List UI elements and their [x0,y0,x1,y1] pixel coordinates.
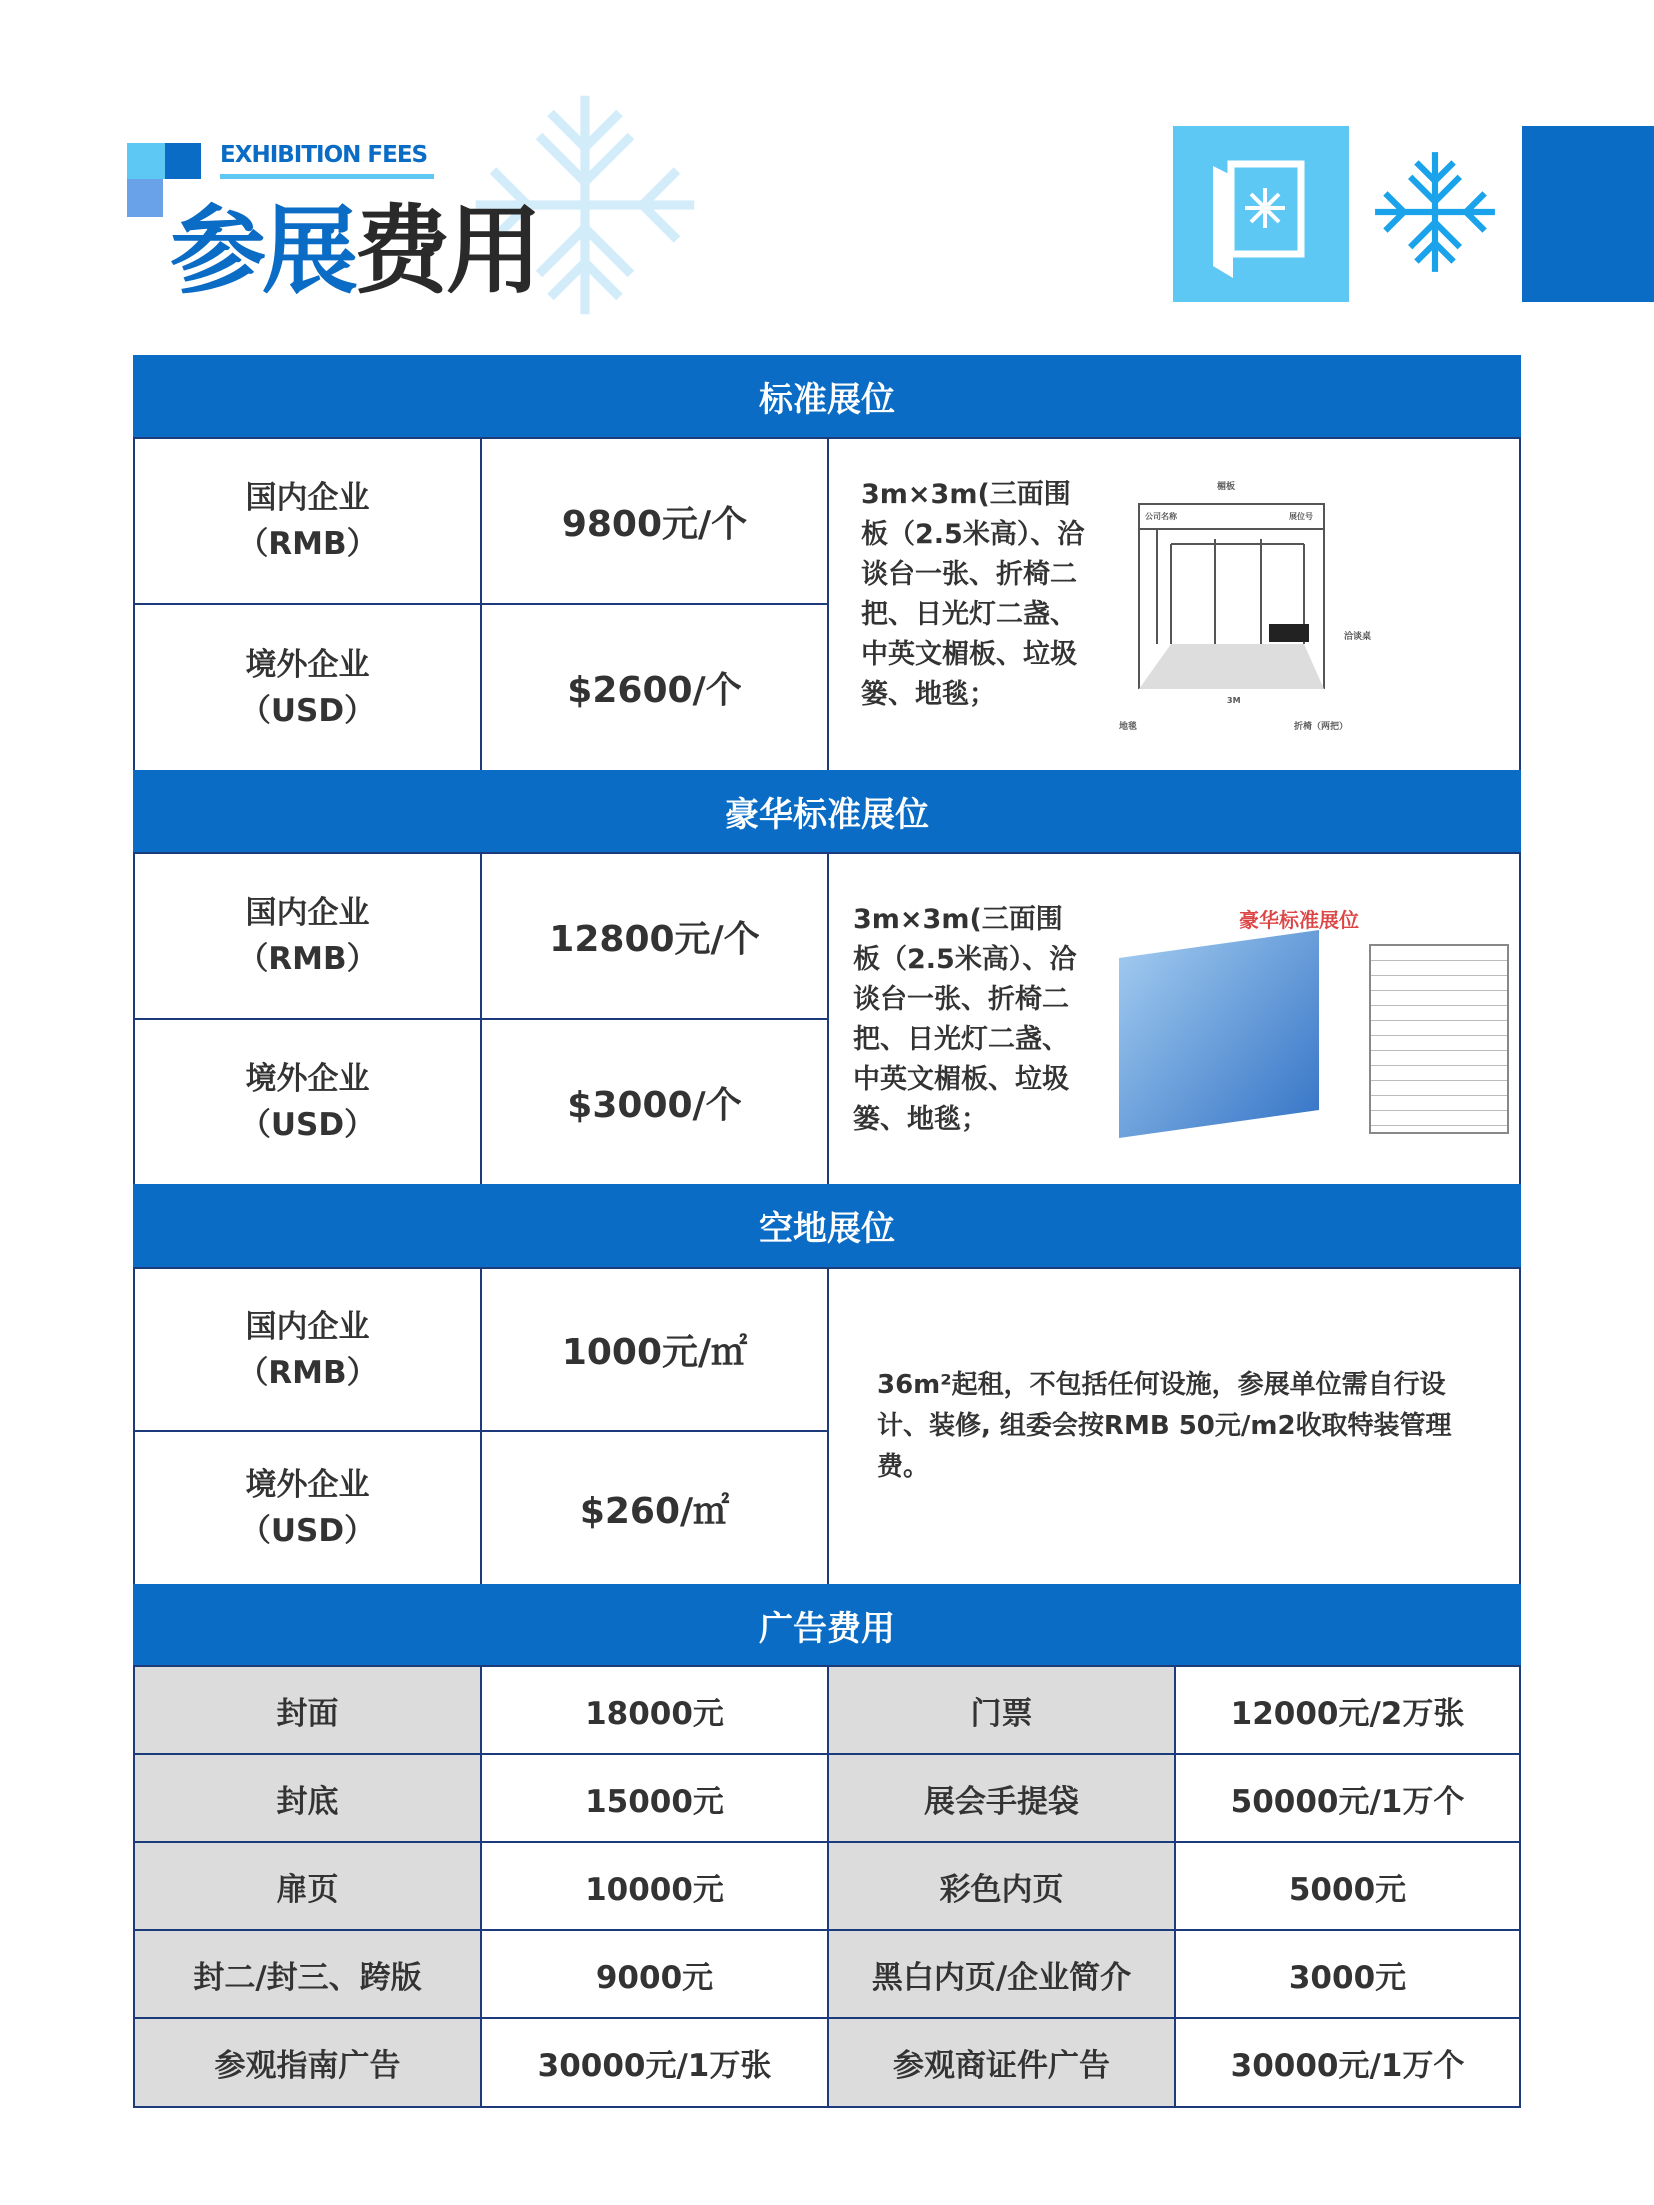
space-desc: 36m²起租，不包括任何设施，参展单位需自行设计、装修, 组委会按RMB 50元/m2收取特装管理费。 [877,1370,1452,1482]
ad-item-price: 30000元/1万个 [1174,2017,1521,2108]
ad-item-price: 5000元 [1174,1841,1521,1931]
deluxe-desc-cell [827,852,1521,1186]
label-overseas: 境外企业 （USD） [133,1430,482,1586]
ad-item-label: 封二/封三、跨版 [133,1929,482,2019]
ad-item-label: 参观商证件广告 [827,2017,1176,2108]
section-header-standard: 标准展位 [133,355,1521,437]
ad-item-label: 黑白内页/企业简介 [827,1929,1176,2019]
price-domestic: 9800元/个 [480,437,829,605]
decor-square [165,143,201,179]
section-header-deluxe: 豪华标准展位 [133,770,1521,852]
ad-item-label: 封面 [133,1665,482,1755]
ad-item-label: 门票 [827,1665,1176,1755]
svg-text:洽谈桌: 洽谈桌 [1344,632,1372,642]
decor-square [127,179,163,217]
price-domestic: 1000元/㎡ [480,1267,829,1432]
label-domestic: 国内企业 （RMB） [133,852,482,1020]
svg-text:楣板: 楣板 [1217,482,1236,492]
page-title: 参展费用 [170,195,538,307]
standard-desc: 3m×3m(三面围板（2.5米高）、洽谈台一张、折椅二把、日光灯二盏、中英文楣板、垃圾篓、地毯； [861,479,1085,710]
ad-item-price: 10000元 [480,1841,829,1931]
label-overseas: 境外企业 （USD） [133,603,482,772]
ad-item-price: 3000元 [1174,1929,1521,2019]
section-header-space: 空地展位 [133,1184,1521,1267]
subtitle-underline [220,174,434,179]
snowflake-icon [1373,150,1497,274]
svg-text:展位号: 展位号 [1289,512,1313,521]
subtitle-en: EXHIBITION FEES [220,142,428,168]
ad-item-price: 12000元/2万张 [1174,1665,1521,1755]
deluxe-booth-image: 豪华标准展位 [1109,904,1499,1144]
label-domestic: 国内企业 （RMB） [133,1267,482,1432]
ad-item-price: 9000元 [480,1929,829,2019]
label-overseas: 境外企业 （USD） [133,1018,482,1186]
price-overseas: $260/㎡ [480,1430,829,1586]
section-header-ads: 广告费用 [133,1584,1521,1667]
ad-item-label: 封底 [133,1753,482,1843]
ad-item-price: 50000元/1万个 [1174,1753,1521,1843]
decor-square [127,143,165,179]
svg-text:地毯: 地毯 [1119,722,1138,732]
svg-text:3M: 3M [1227,696,1241,705]
space-desc-cell [827,1267,1521,1586]
price-overseas: $3000/个 [480,1018,829,1186]
standard-booth-diagram [1099,459,1509,759]
ad-item-label: 扉页 [133,1841,482,1931]
freezer-door-icon [1173,126,1349,302]
price-domestic: 12800元/个 [480,852,829,1020]
standard-desc-cell [827,437,1521,772]
price-overseas: $2600/个 [480,603,829,772]
deluxe-desc: 3m×3m(三面围板（2.5米高）、洽谈台一张、折椅二把、日光灯二盏、中英文楣板、垃圾篓、地毯； [853,904,1077,1135]
label-domestic: 国内企业 （RMB） [133,437,482,605]
ad-item-price: 30000元/1万张 [480,2017,829,2108]
ad-item-label: 彩色内页 [827,1841,1176,1931]
ad-item-label: 参观指南广告 [133,2017,482,2108]
ad-item-label: 展会手提袋 [827,1753,1176,1843]
ad-item-price: 18000元 [480,1665,829,1755]
ad-item-price: 15000元 [480,1753,829,1843]
svg-text:折椅（两把）: 折椅（两把） [1294,722,1349,732]
svg-text:公司名称: 公司名称 [1145,512,1177,521]
decor-bar [1522,126,1654,302]
